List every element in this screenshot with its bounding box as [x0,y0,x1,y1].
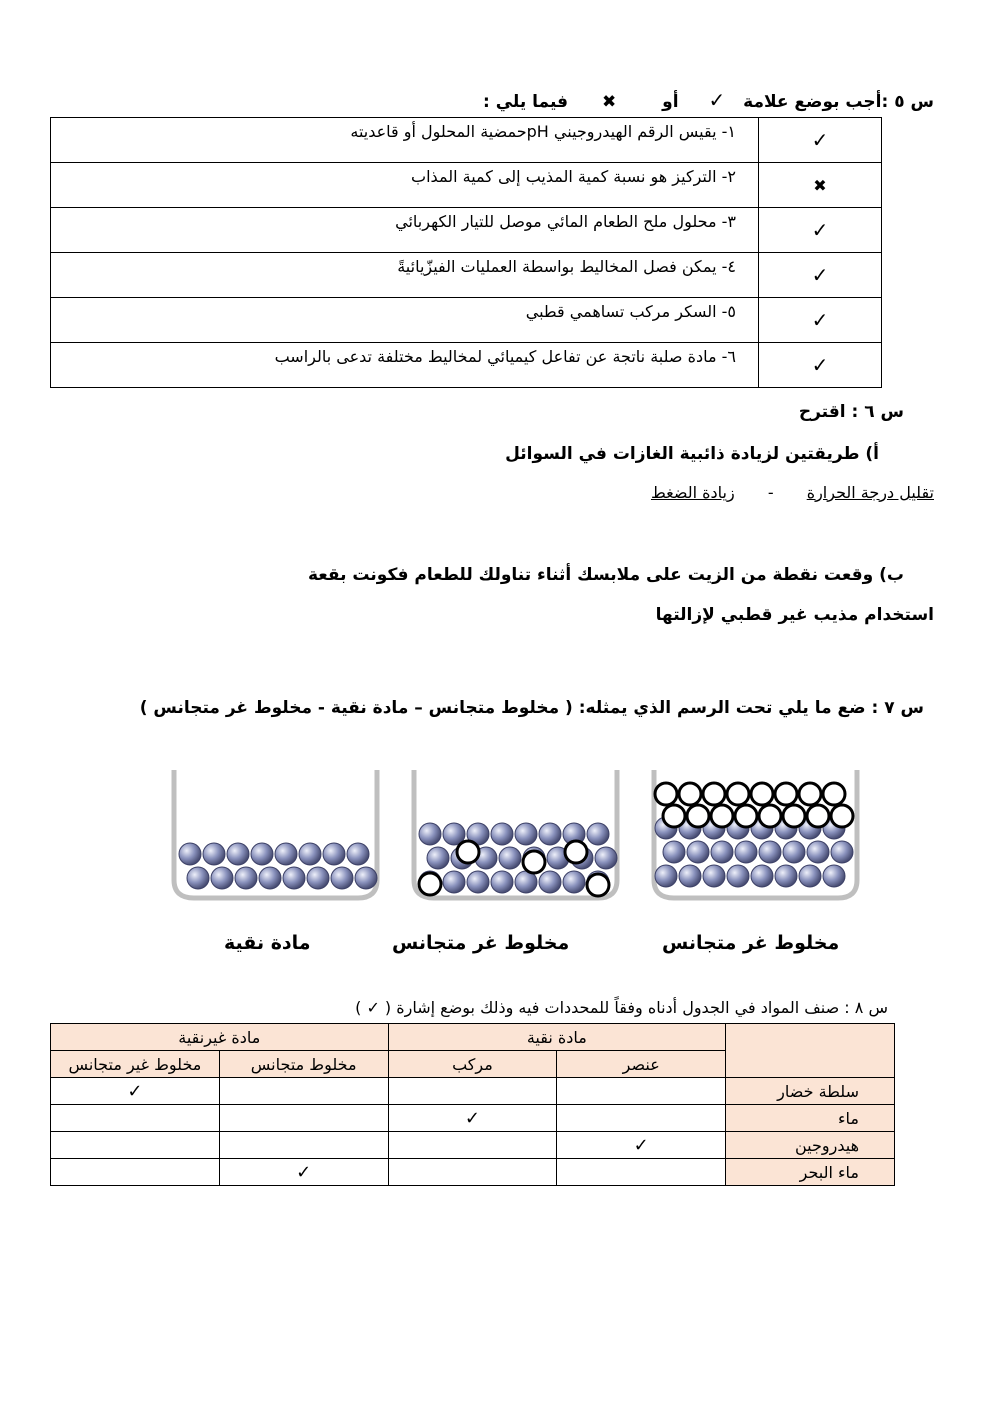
blue-particle [515,823,537,845]
check-cell: ✓ [557,1132,726,1159]
blue-particle [331,867,353,889]
blue-particle [467,871,489,893]
table-row [51,1105,895,1132]
blue-particle [663,841,685,863]
blue-particle [823,865,845,887]
blue-particle [203,843,225,865]
q6-answer-b: استخدام مذيب غير قطبي لإزالتها [655,605,934,625]
group-pure-header: مادة نقية [388,1024,726,1051]
table-row [51,253,882,298]
white-particle [727,783,749,805]
blue-particle [727,865,749,887]
blue-particle [251,843,273,865]
white-particle [759,805,781,827]
white-particle [783,805,805,827]
check-cell: ✓ [219,1159,388,1186]
blue-particle [427,847,449,869]
group-impure-header: مادة غيرنقية [51,1024,389,1051]
q5-statement: ٤- يمكن فصل المخاليط بواسطة العمليات الفيزّيائيةً [51,253,759,298]
white-particle [799,783,821,805]
blue-particle [491,871,513,893]
cross-symbol: ✖ [601,92,617,112]
table-row [51,1024,895,1051]
check-cell [219,1105,388,1132]
q6-part-b: ب) وقعت نقطة من الزيت على ملابسك أثناء تناولك للطعام فكونت بقعة [307,565,904,585]
check-cell [388,1132,557,1159]
blue-particle [227,843,249,865]
q5-statement: ٢- التركيز هو نسبة كمية المذيب إلى كمية المذاب [51,163,759,208]
blue-particle [831,841,853,863]
col-element-header: عنصر [557,1051,726,1078]
blue-particle [563,871,585,893]
q5-title: س ٥ :أجب بوضع علامة [743,92,934,112]
figure-label-left: مادة نقية [224,932,311,954]
table-row [51,343,882,388]
tick-symbol: ✓ [708,88,726,112]
col-homo-header: مخلوط متجانس [219,1051,388,1078]
check-cell [51,1159,220,1186]
q8-title: س ٨ : صنف المواد في الجدول أدناه وفقاً للمحددات فيه وذلك بوضع إشارة ( ✓ ) [355,998,888,1017]
blue-particle [355,867,377,889]
figure-label-right: مخلوط غر متجانس [662,932,840,954]
table-row [51,1078,895,1105]
blue-particle [775,865,797,887]
blue-particle [759,841,781,863]
q5-or: أو [662,92,679,112]
blue-particle [259,867,281,889]
answer-a1: تقليل درجة الحرارة [806,483,934,502]
beaker-mixture-middle [408,768,623,908]
q8-table [50,1023,895,1186]
white-particle [679,783,701,805]
blue-particle [655,865,677,887]
blue-particle [323,843,345,865]
white-particle [587,874,609,896]
white-particle [655,783,677,805]
check-cell [557,1078,726,1105]
col-hetero-header: مخلوط غير متجانس [51,1051,220,1078]
q5-heading [483,88,934,112]
blue-particle [587,823,609,845]
table-row [51,298,882,343]
blue-particle [179,843,201,865]
white-particle [823,783,845,805]
beaker-mixture-right [648,768,863,908]
q5-mark: ✓ [759,208,882,253]
white-particle [663,805,685,827]
corner-cell [726,1024,895,1078]
white-particle [831,805,853,827]
row-label: هيدروجين [726,1132,895,1159]
blue-particle [419,823,441,845]
blue-particle [735,841,757,863]
q5-mark: ✓ [759,253,882,298]
table-row [51,1132,895,1159]
white-particle [419,873,441,895]
blue-particle [347,843,369,865]
q5-table [50,117,882,388]
check-cell [51,1105,220,1132]
white-particle [807,805,829,827]
q6-answer-a [651,483,934,502]
blue-particle [491,823,513,845]
blue-particle [499,847,521,869]
check-cell [219,1132,388,1159]
blue-particle [807,841,829,863]
q7-title: س ٧ : ضع ما يلي تحت الرسم الذي يمثله: ( مخلوط متجانس – مادة نقية - مخلوط غر متجانس ) [139,698,924,718]
q5-statement: ٦- مادة صلبة ناتجة عن تفاعل كيميائي لمخاليط مختلفة تدعى بالراسب [51,343,759,388]
blue-particle [539,823,561,845]
blue-particle [679,865,701,887]
blue-particle [235,867,257,889]
white-particle [775,783,797,805]
white-particle [703,783,725,805]
q5-suffix: فيما يلي : [483,92,569,112]
table-row [51,118,882,163]
q5-statement: ٣- محلول ملح الطعام المائي موصل للتيار الكهربائي [51,208,759,253]
answer-a2: زيادة الضغط [650,483,735,502]
row-label: ماء [726,1105,895,1132]
blue-particle [283,867,305,889]
table-row [51,163,882,208]
blue-particle [187,867,209,889]
blue-particle [703,865,725,887]
beaker-pure-substance [168,768,383,908]
q5-mark: ✖ [759,163,882,208]
blue-particle [799,865,821,887]
white-particle [711,805,733,827]
q5-statement: ٥- السكر مركب تساهمي قطبي [51,298,759,343]
blue-particle [275,843,297,865]
check-cell: ✓ [51,1078,220,1105]
figure-label-middle: مخلوط غر متجانس [392,932,570,954]
white-particle [735,805,757,827]
blue-particle [539,871,561,893]
white-particle [565,841,587,863]
check-cell: ✓ [388,1105,557,1132]
blue-particle [711,841,733,863]
white-particle [457,841,479,863]
blue-particle [299,843,321,865]
table-row [51,1159,895,1186]
table-row [51,208,882,253]
row-label: ماء البحر [726,1159,895,1186]
blue-particle [211,867,233,889]
white-particle [751,783,773,805]
white-particle [687,805,709,827]
q5-mark: ✓ [759,298,882,343]
white-particle [523,851,545,873]
col-compound-header: مركب [388,1051,557,1078]
q5-mark: ✓ [759,343,882,388]
q5-statement: ١- يقيس الرقم الهيدروجيني pHحمضية المحلول أو قاعديته [51,118,759,163]
check-cell [557,1159,726,1186]
check-cell [388,1078,557,1105]
blue-particle [443,871,465,893]
check-cell [388,1159,557,1186]
check-cell [219,1078,388,1105]
row-label: سلطة خضار [726,1078,895,1105]
blue-particle [687,841,709,863]
q5-mark: ✓ [759,118,882,163]
answer-dash: - [767,483,774,502]
blue-particle [307,867,329,889]
blue-particle [595,847,617,869]
blue-particle [783,841,805,863]
q6-title: س ٦ : اقترح [798,402,904,422]
blue-particle [751,865,773,887]
q6-part-a: أ) طريقتين لزيادة ذائبية الغازات في السوائل [505,444,879,464]
check-cell [557,1105,726,1132]
check-cell [51,1132,220,1159]
